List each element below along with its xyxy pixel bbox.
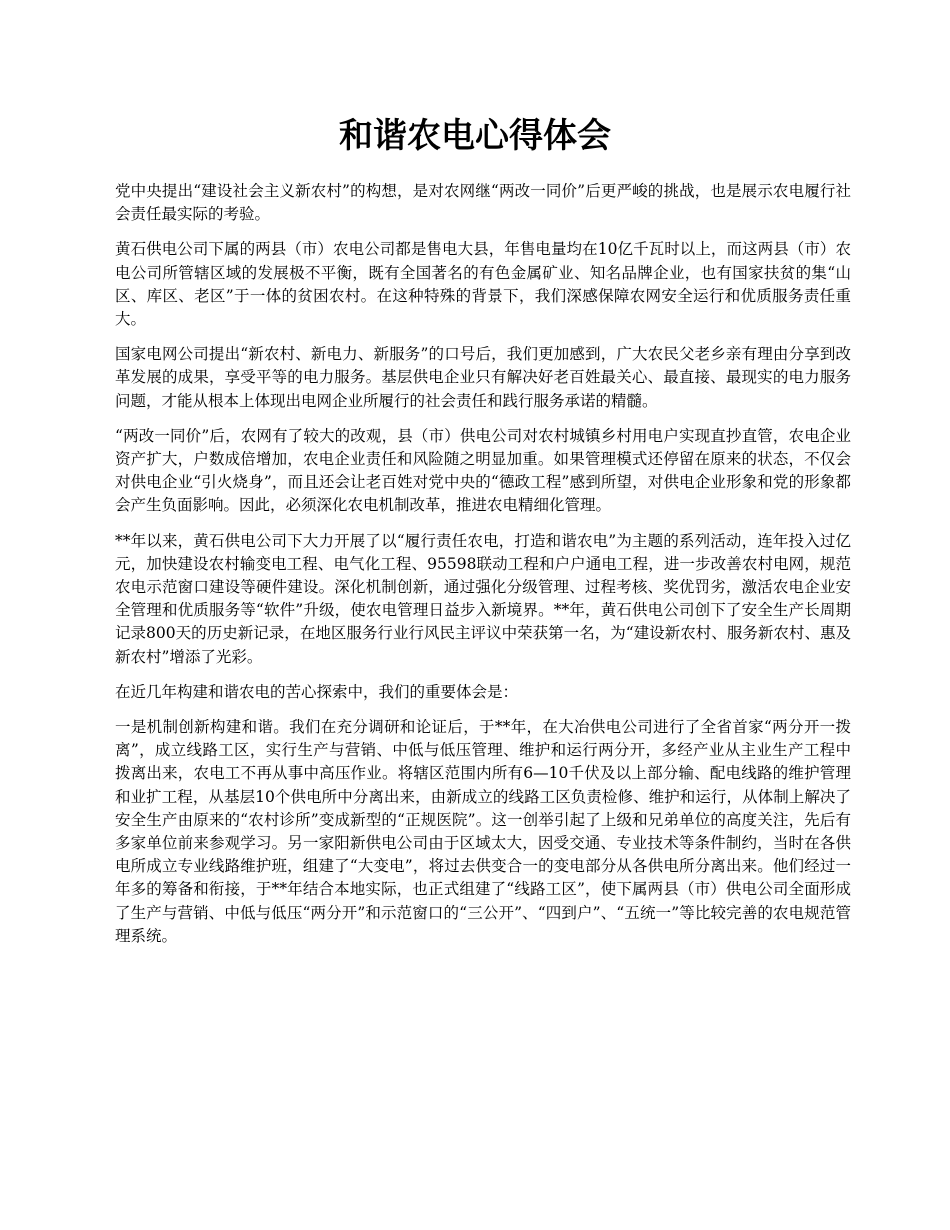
document-body	[115, 180, 851, 960]
paragraph-6: 在近几年构建和谐农电的苦心探索中，我们的重要体会是：	[115, 682, 519, 701]
paragraph-2: 黄石供电公司下属的两县（市）农电公司都是售电大县，年售电量均在10亿千瓦时以上，而这两县（市）农电公司所管辖区域的发展极不平衡，既有全国著名的有色金属矿业、知名品牌企业，也有国家扶贫的集“山区、库区、老区”于一体的贫困农村。在这种特殊的背景下，我们深感保障农网安全运行和优质服务责任重大。	[115, 240, 851, 329]
paragraph-7: 一是机制创新构建和谐。我们在充分调研和论证后，于**年，在大冶供电公司进行了全省首家“两分开一拨离”，成立线路工区，实行生产与营销、中低与低压管理、维护和运行两分开，多经产业从主业生产工程中拨离出来，农电工不再从事中高压作业。将辖区范围内所有6—10千伏及以上部分输、配电线路的维护管理和业扩工程，从基层10个供电所中分离出来，由新成立的线路工区负责检修、维护和运行，从体制上解决了安全生产由原来的“农村诊所”变成新型的“正规医院”。这一创举引起了上级和兄弟单位的高度关注，先后有多家单位前来参观学习。另一家阳新供电公司由于区域太大，因受交通、专业技术等条件制约，当时在各供电所成立专业线路维护班，组建了“大变电”，将过去供变合一的变电部分从各供电所分离出来。他们经过一年多的筹备和衔接，于**年结合本地实际，也正式组建了“线路工区”，使下属两县（市）供电公司全面形成了生产与营销、中低与低压“两分开”和示范窗口的“三公开”、“四到户”、“五统一”等比较完善的农电规范管理系统。	[115, 718, 851, 945]
paragraph-5: **年以来，黄石供电公司下大力开展了以“履行责任农电，打造和谐农电”为主题的系列活动，连年投入过亿元，加快建设农村输变电工程、电气化工程、95598联动工程和户户通电工程，进一步改善农村电网，规范农电示范窗口建设等硬件建设。深化机制创新，通过强化分级管理、过程考核、奖优罚劣，激活农电企业安全管理和优质服务等“软件”升级，使农电管理日益步入新境界。**年，黄石供电公司创下了安全生产长周期记录800天的历史新记录，在地区服务行业行风民主评议中荣获第一名，为“建设新农村、服务新农村、惠及新农村”增添了光彩。	[115, 531, 851, 666]
paragraph-1: 党中央提出“建设社会主义新农村”的构想，是对农网继“两改一同价”后更严峻的挑战，也是展示农电履行社会责任最实际的考验。	[115, 182, 851, 224]
paragraph-4: “两改一同价”后，农网有了较大的改观，县（市）供电公司对农村城镇乡村用电户实现直抄直管，农电企业资产扩大，户数成倍增加，农电企业责任和风险随之明显加重。如果管理模式还停留在原来的状态，不仅会对供电企业“引火烧身”，而且还会让老百姓对党中央的“德政工程”感到所望，对供电企业形象和党的形象都会产生负面影响。因此，必须深化农电机制改革，推进农电精细化管理。	[115, 426, 851, 515]
document-title: 和谐农电心得体会	[339, 116, 611, 156]
paragraph-3: 国家电网公司提出“新农村、新电力、新服务”的口号后，我们更加感到，广大农民父老乡亲有理由分享到改革发展的成果，享受平等的电力服务。基层供电企业只有解决好老百姓最关心、最直接、最现实的电力服务问题，才能从根本上体现出电网企业所履行的社会责任和践行服务承诺的精髓。	[115, 345, 851, 410]
